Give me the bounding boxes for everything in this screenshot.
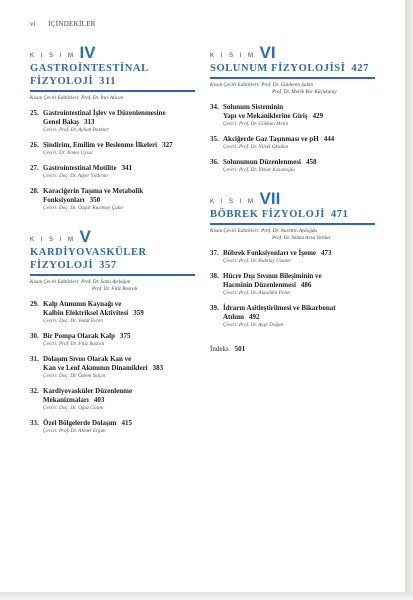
chapter-title <box>43 300 195 318</box>
chapter-page: 492 <box>249 313 260 321</box>
chapter-title-text: Karaciğerin Taşıma ve Metabolik <box>43 187 144 195</box>
page-edge-bottom <box>0 592 413 600</box>
chapter-entry[interactable] <box>30 109 195 134</box>
chapter-page: 350 <box>89 196 101 204</box>
section-title-text: FİZYOLOJİ <box>30 76 94 87</box>
section-title-line <box>30 62 195 75</box>
editor-line: Prof. Dr. Filiz Basralı <box>92 286 138 292</box>
section-title[interactable] <box>30 62 195 88</box>
chapter-translator: Çeviri: Doç. Dr. Vedat Evren <box>43 318 104 324</box>
chapter-page: 341 <box>121 164 133 172</box>
section-rule <box>30 90 195 92</box>
chapter-title-text: Hacminin Düzenlenmesi <box>223 281 296 289</box>
chapter-translator: Çeviri: Prof. Dr. Ayhan Bozkurt <box>43 127 109 133</box>
chapter-number: 36. <box>210 158 219 166</box>
chapter-title-text: Bir Pompa Olarak Kalp <box>43 332 116 340</box>
header-title: İÇİNDEKİLER <box>48 20 96 28</box>
chapter-title-line <box>223 135 375 144</box>
chapter-page: 359 <box>133 309 144 317</box>
chapter-body <box>223 304 375 329</box>
section-title[interactable] <box>210 62 375 75</box>
editor-line: Kısım Çeviri Editörleri: Prof. Dr. Gülderen Şahin <box>210 82 314 88</box>
chapter-number: 30. <box>30 332 39 340</box>
chapter-entry[interactable] <box>210 158 375 174</box>
section-numeral: IV <box>79 43 96 62</box>
chapter-page: 403 <box>93 396 105 404</box>
toc-section <box>30 44 195 212</box>
chapter-body <box>43 332 195 348</box>
chapter-number: 26. <box>30 141 39 149</box>
section-title-line <box>30 246 195 259</box>
chapter-entry[interactable] <box>30 387 195 412</box>
chapter-page: 429 <box>312 112 324 120</box>
chapter-entry[interactable] <box>210 272 375 297</box>
chapter-translator: Çeviri: Prof. Dr. Ahmet Ergün <box>43 428 106 434</box>
chapter-title-text: Akciğerde Gaz Taşınması ve pH <box>223 135 319 143</box>
chapter-translator: Çeviri: Doç. Dr. Oğuz Gözen <box>43 405 104 411</box>
section-rule <box>210 77 375 79</box>
chapter-number: 38. <box>210 272 219 280</box>
chapter-title <box>43 164 195 173</box>
chapter-body <box>43 355 195 380</box>
section-numeral: V <box>79 227 91 246</box>
chapter-translator: Çeviri: Prof. Dr. Gökhan Metin <box>223 121 289 127</box>
chapter-number: 28. <box>30 187 39 195</box>
chapter-title-line <box>43 396 195 405</box>
chapter-number: 25. <box>30 109 39 117</box>
chapter-title-text: Gastrointestinal İşlev ve Düzenlenmesine <box>43 109 166 117</box>
chapter-translator: Çeviri: Dr. Nimet Uysal <box>43 150 93 156</box>
chapter-number: 32. <box>30 387 39 395</box>
section-page: 357 <box>99 260 117 271</box>
section-title-text: BÖBREK FİZYOLOJİ <box>210 209 325 220</box>
section-title-text: FİZYOLOJİ <box>30 260 94 271</box>
chapter-translator: Çeviri: Prof. Dr. Filiz Basralı <box>43 341 105 347</box>
chapter-translator: Çeviri: Doç. Dr. Özlem Yalçın <box>43 373 106 379</box>
toc-left-column <box>30 44 195 451</box>
chapter-title <box>43 355 195 373</box>
chapter-title <box>223 135 375 144</box>
kisim-label: K I S I M <box>210 199 256 205</box>
chapter-title <box>43 419 195 428</box>
kisim-label: K I S I M <box>30 53 76 59</box>
section-title-text: GASTROİNTESTİNAL <box>30 63 149 74</box>
section-editors <box>210 82 375 96</box>
chapter-title-line <box>43 141 195 150</box>
chapter-number: 35. <box>210 135 219 143</box>
chapter-title-line <box>43 118 195 127</box>
chapter-title-text: Kardiyovasküler Düzenlenme <box>43 387 133 395</box>
chapter-translator: Çeviri: Prof. Dr. Nilsel Okudan <box>223 144 289 150</box>
chapter-title-line <box>223 313 375 322</box>
chapter-title <box>223 249 375 258</box>
chapter-entry[interactable] <box>210 103 375 128</box>
toc-section <box>30 228 195 435</box>
chapter-body <box>43 419 195 435</box>
index-label: İndeks <box>210 345 229 353</box>
chapter-title-line <box>223 103 375 112</box>
chapter-title-text: Hücre Dışı Sıvının Bileşiminin ve <box>223 272 322 280</box>
section-title[interactable] <box>210 208 375 221</box>
chapter-title-line <box>223 272 375 281</box>
chapter-page: 486 <box>300 281 312 289</box>
chapter-title-text: Özel Bölgelerde Dolaşım <box>43 419 117 427</box>
chapter-number: 39. <box>210 304 219 312</box>
chapter-title-line <box>43 300 195 309</box>
chapter-title-text: İdrarın Asitleştirilmesi ve Bikarbonat <box>223 304 336 312</box>
kisim-label: K I S I M <box>30 237 76 243</box>
chapter-page: 327 <box>162 141 173 149</box>
chapter-page: 415 <box>121 419 132 427</box>
section-editors <box>210 228 375 242</box>
chapter-title <box>43 187 195 205</box>
chapter-title-text: Böbrek Fonksiyonları ve İşeme <box>223 249 317 257</box>
chapter-title-text: Dolaşım Sıvısı Olarak Kan ve <box>43 355 132 363</box>
section-title-line <box>30 259 195 272</box>
section-rule <box>210 223 375 225</box>
chapter-title <box>223 304 375 322</box>
section-kisim-line <box>210 190 375 207</box>
chapter-title-text: Sindirim, Emilim ve Beslenme İlkeleri <box>43 141 158 149</box>
chapter-title <box>43 387 195 405</box>
chapter-number: 31. <box>30 355 39 363</box>
chapter-body <box>223 158 375 174</box>
chapter-page: 383 <box>152 364 164 372</box>
section-title-text: SOLUNUM FİZYOLOJİSİ <box>210 63 346 74</box>
section-title-text: KARDİYOVASKÜLER <box>30 247 147 258</box>
section-page: 471 <box>330 209 349 220</box>
section-kisim-line <box>30 228 195 245</box>
chapter-title-text: Solunum Sisteminin <box>223 103 284 111</box>
chapter-entry[interactable] <box>210 304 375 329</box>
chapter-title-line <box>43 164 195 173</box>
chapter-title-line <box>43 196 195 205</box>
chapter-body <box>43 109 195 134</box>
section-kisim-line <box>210 44 375 61</box>
chapter-title-text: Kan ve Lenf Akımının Dinamikleri <box>43 364 148 372</box>
section-title-line <box>210 208 375 221</box>
chapter-title-line <box>43 187 195 196</box>
chapter-entry[interactable] <box>30 187 195 212</box>
chapter-title-text: Genel Bakış <box>43 118 79 126</box>
chapter-entry[interactable] <box>30 332 195 348</box>
chapter-body <box>43 164 195 180</box>
section-kisim-line <box>30 44 195 61</box>
chapter-title-line <box>43 364 195 373</box>
section-title-line <box>30 75 195 88</box>
chapter-title-text: Fonksiyonları <box>43 196 85 204</box>
running-header <box>30 20 96 28</box>
chapter-entry[interactable] <box>210 249 375 265</box>
section-numeral: VII <box>259 189 281 208</box>
chapter-number: 29. <box>30 300 39 308</box>
chapter-number: 34. <box>210 103 219 111</box>
chapter-title <box>43 141 195 150</box>
chapter-title-line <box>43 387 195 396</box>
editor-line: Prof. Dr. Melek Bor Küçükatay <box>272 89 337 95</box>
chapter-title-line <box>223 281 375 290</box>
chapter-entry[interactable] <box>30 300 195 325</box>
chapter-translator: Çeviri: Prof. Dr. Kubilay Uzuner <box>223 258 292 264</box>
chapter-entry[interactable] <box>30 164 195 180</box>
chapter-page: 473 <box>321 249 332 257</box>
chapter-title-text: Solunumun Düzenlenmesi <box>223 158 301 166</box>
toc-section <box>210 190 375 329</box>
editor-line: Kısım Çeviri Editörleri: Prof. Dr. Nurettin Aydoğdu <box>210 228 318 234</box>
toc-section <box>210 44 375 174</box>
page-edge-right <box>405 0 413 600</box>
chapter-title-line <box>223 249 375 258</box>
chapter-body <box>43 141 195 157</box>
chapter-title-text: Gastrointestinal Motilite <box>43 164 117 172</box>
chapter-body <box>223 103 375 128</box>
section-page: 427 <box>351 63 369 74</box>
editor-line: Prof. Dr. Selma Arzu Vardar <box>272 235 331 241</box>
chapter-title-line <box>43 355 195 364</box>
section-editors <box>30 279 195 293</box>
chapter-title-text: Atılımı <box>223 313 244 321</box>
page-number: vi <box>30 20 37 28</box>
chapter-number: 37. <box>210 249 219 257</box>
section-title[interactable] <box>30 246 195 272</box>
chapter-title <box>223 158 375 167</box>
chapter-title-line <box>43 332 195 341</box>
toc-right-column <box>210 44 375 353</box>
section-title-line <box>210 62 375 75</box>
chapter-body <box>43 187 195 212</box>
section-rule <box>30 274 195 276</box>
chapter-translator: Çeviri: Prof. Dr. Ayşe Doğan <box>223 322 284 328</box>
section-numeral: VI <box>259 43 276 62</box>
chapter-entry[interactable] <box>30 355 195 380</box>
chapter-title-line <box>43 109 195 118</box>
chapter-title <box>223 272 375 290</box>
chapter-title-line <box>223 112 375 121</box>
chapter-body <box>223 249 375 265</box>
chapter-title <box>43 332 195 341</box>
editor-line: Kısım Çeviri Editörleri: Prof. Dr. İnci Alican <box>30 95 124 101</box>
chapter-translator: Çeviri: Doç. Dr. Alper Yıldırım <box>43 173 108 179</box>
chapter-body <box>223 135 375 151</box>
chapter-translator: Çeviri: Doç. Dr. Özgür Kasımay Çakır <box>43 205 124 211</box>
chapter-page: 375 <box>120 332 131 340</box>
chapter-translator: Çeviri: Prof. Dr. Alaaddin Polat <box>223 290 290 296</box>
chapter-title-text: Mekanizmaları <box>43 396 89 404</box>
chapter-page: 444 <box>323 135 335 143</box>
chapter-title-line <box>43 309 195 318</box>
section-page: 311 <box>99 76 117 87</box>
chapter-title-line <box>223 304 375 313</box>
chapter-body <box>43 300 195 325</box>
kisim-label: K I S I M <box>210 53 256 59</box>
section-editors <box>30 95 195 102</box>
chapter-entry[interactable] <box>210 135 375 151</box>
chapter-body <box>223 272 375 297</box>
chapter-title-line <box>223 158 375 167</box>
chapter-title-line <box>43 419 195 428</box>
index-page: 501 <box>234 345 246 353</box>
chapter-page: 313 <box>83 118 95 126</box>
editor-line: Kısım Çeviri Editörleri: Prof. Dr. Sami Aydoğan <box>30 279 131 285</box>
chapter-entry[interactable] <box>30 419 195 435</box>
index-entry[interactable] <box>210 345 375 353</box>
chapter-translator: Çeviri: Prof. Dr. İlknur Kozanoğlu <box>223 167 295 173</box>
chapter-title-text: Yapı ve Mekaniklerine Giriş <box>223 112 308 120</box>
chapter-number: 33. <box>30 419 39 427</box>
chapter-page: 458 <box>306 158 317 166</box>
chapter-title-text: Kalbin Elektriksel Aktivitesi <box>43 309 129 317</box>
chapter-title <box>43 109 195 127</box>
chapter-number: 27. <box>30 164 39 172</box>
chapter-body <box>43 387 195 412</box>
chapter-entry[interactable] <box>30 141 195 157</box>
chapter-title <box>223 103 375 121</box>
chapter-title-text: Kalp Atımının Kaynağı ve <box>43 300 122 308</box>
